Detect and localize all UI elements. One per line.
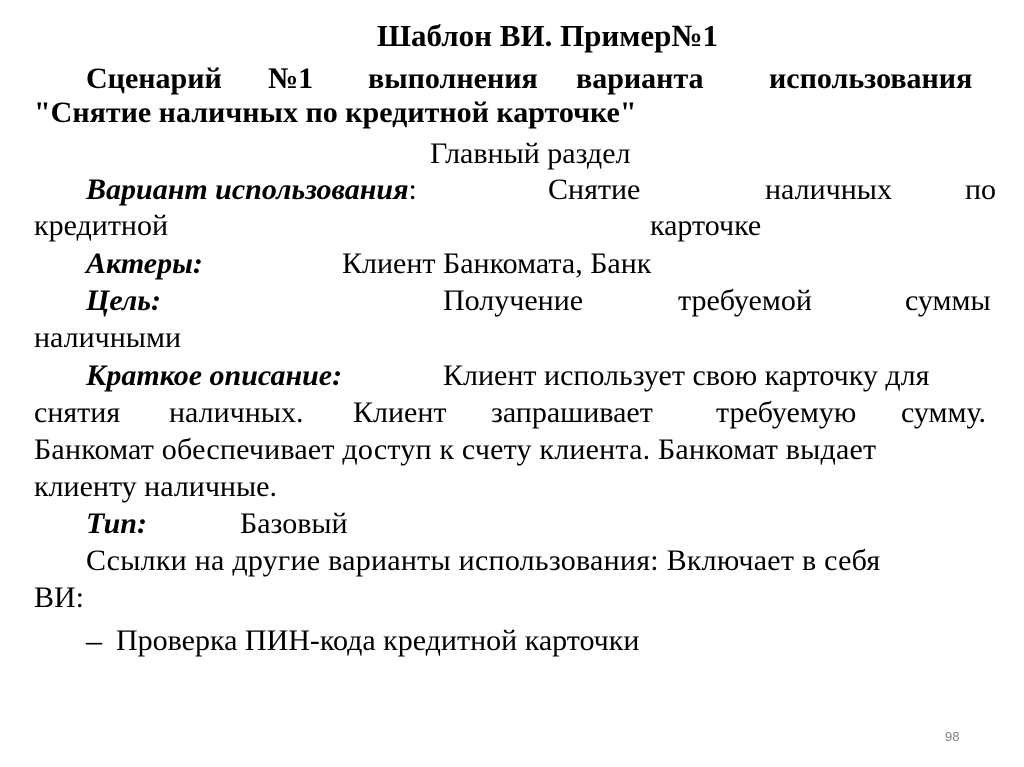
brief-line-3: Банкомат обеспечивает доступ к счету клиента. Банкомат выдает bbox=[34, 433, 877, 466]
use-case-value-2: наличных bbox=[765, 173, 892, 206]
use-case-value-3: по bbox=[965, 173, 997, 206]
use-case-value-4: кредитной bbox=[34, 209, 169, 242]
use-case-label: Вариант использования bbox=[86, 173, 409, 206]
goal-value-3: суммы bbox=[905, 284, 991, 317]
scenario-word-2: №1 bbox=[268, 62, 314, 95]
type-label: Тип: bbox=[86, 507, 147, 540]
brief-line-2-word-5: требуемую bbox=[716, 396, 857, 429]
scenario-word-1: Сценарий bbox=[86, 62, 222, 95]
use-case-colon: : bbox=[408, 173, 417, 206]
actors-value: Клиент Банкомата, Банк bbox=[342, 247, 652, 280]
brief-line-2-word-4: запрашивает bbox=[491, 396, 653, 429]
brief-line-2-word-3: Клиент bbox=[353, 396, 447, 429]
type-value: Базовый bbox=[240, 507, 348, 540]
use-case-value-5: карточке bbox=[650, 209, 762, 242]
brief-line-1: Клиент использует свою карточку для bbox=[443, 359, 930, 392]
scenario-name: "Снятие наличных по кредитной карточке" bbox=[34, 96, 637, 129]
goal-label: Цель: bbox=[86, 284, 161, 317]
slide-title: Шаблон ВИ. Пример№1 bbox=[377, 18, 719, 53]
bullet-text: Проверка ПИН-кода кредитной карточки bbox=[116, 624, 640, 657]
brief-line-2-word-2: наличных. bbox=[169, 396, 304, 429]
goal-value-2: требуемой bbox=[678, 284, 812, 317]
use-case-value-1: Снятие bbox=[548, 173, 641, 206]
use-case-label-group bbox=[86, 172, 417, 208]
brief-label: Краткое описание: bbox=[86, 359, 343, 392]
references-line-2: ВИ: bbox=[34, 581, 85, 614]
bullet-dash: – bbox=[86, 622, 102, 658]
actors-label: Актеры: bbox=[86, 247, 203, 280]
references-line-1: Ссылки на другие варианты использования: Включает в себя bbox=[86, 544, 881, 577]
scenario-word-5: использования bbox=[769, 62, 973, 95]
scenario-word-4: варианта bbox=[576, 62, 704, 95]
goal-value-1: Получение bbox=[443, 284, 584, 317]
scenario-word-3: выполнения bbox=[368, 62, 538, 95]
brief-line-4: клиенту наличные. bbox=[34, 470, 277, 503]
goal-value-4: наличными bbox=[34, 321, 181, 354]
main-section-heading: Главный раздел bbox=[430, 137, 631, 170]
page-number: 98 bbox=[945, 729, 960, 744]
brief-line-2-word-6: сумму. bbox=[901, 396, 986, 429]
brief-line-2-word-1: снятия bbox=[34, 396, 121, 429]
